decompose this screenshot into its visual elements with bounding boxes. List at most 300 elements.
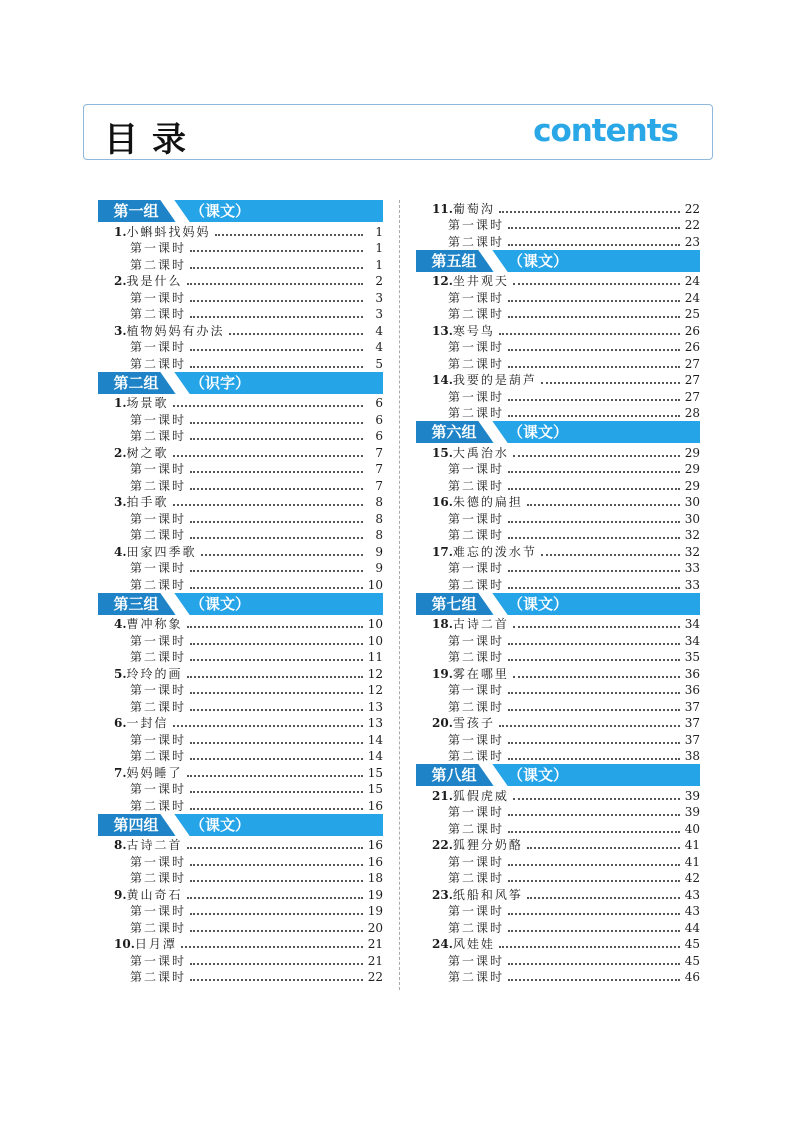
group-header	[416, 593, 700, 615]
toc-period-entry[interactable]	[98, 339, 383, 356]
dot-leader	[508, 963, 680, 965]
dot-leader	[190, 521, 363, 523]
toc-period-entry[interactable]	[98, 256, 383, 273]
group-header	[98, 372, 383, 394]
period-label: 第二课时	[130, 798, 187, 813]
page-number: 19	[367, 887, 383, 902]
page-number: 14	[367, 749, 383, 763]
page-number: 24	[684, 290, 700, 305]
page-number: 14	[367, 732, 383, 747]
toc-period-entry[interactable]	[416, 576, 700, 593]
page-number: 15	[367, 782, 383, 796]
page-number: 46	[684, 970, 700, 984]
lesson-title: 场景歌	[126, 396, 169, 410]
page-number: 36	[684, 666, 700, 681]
period-label: 第二课时	[448, 871, 505, 885]
dot-leader	[499, 211, 680, 213]
toc-period-entry[interactable]	[98, 510, 383, 527]
toc-period-entry[interactable]	[98, 919, 383, 936]
lesson-number: 12.	[432, 274, 453, 288]
toc-period-entry[interactable]	[98, 748, 383, 765]
toc-period-entry[interactable]	[416, 405, 700, 422]
toc-period-entry[interactable]	[98, 428, 383, 445]
toc-period-entry[interactable]	[416, 339, 700, 356]
toc-lesson-entry[interactable]	[416, 322, 700, 339]
lesson-title: 狐假虎威	[452, 788, 509, 803]
toc-period-entry[interactable]	[98, 560, 383, 577]
page-number: 43	[684, 904, 700, 918]
dot-leader	[190, 366, 363, 368]
dot-leader	[187, 626, 363, 628]
dot-leader	[173, 455, 363, 457]
dot-leader	[173, 405, 363, 407]
page-number: 6	[375, 429, 383, 443]
page-number: 30	[684, 495, 700, 509]
dot-leader	[508, 570, 680, 572]
toc-period-entry[interactable]	[98, 576, 383, 593]
lesson-title: 寒号鸟	[452, 323, 495, 338]
lesson-number: 18.	[432, 617, 453, 631]
dot-leader	[508, 316, 680, 318]
period-label: 第二课时	[448, 749, 505, 763]
group-header	[98, 593, 383, 615]
contents-header	[83, 104, 713, 160]
dot-leader	[499, 946, 680, 948]
toc-period-entry[interactable]	[416, 969, 700, 986]
dot-leader	[190, 267, 363, 269]
period-label: 第一课时	[130, 511, 187, 526]
toc-period-entry[interactable]	[98, 731, 383, 748]
dot-leader	[190, 422, 363, 424]
period-label: 第二课时	[448, 307, 505, 321]
toc-period-entry[interactable]	[416, 820, 700, 837]
dot-leader	[190, 349, 363, 351]
period-label: 第一课时	[448, 218, 505, 232]
page-number: 45	[684, 953, 700, 968]
period-label: 第一课时	[448, 854, 505, 869]
page-number: 12	[367, 666, 383, 681]
lesson-number: 13.	[432, 323, 453, 338]
period-label: 第一课时	[130, 241, 187, 255]
page-number: 1	[375, 241, 383, 255]
toc-period-entry[interactable]	[98, 649, 383, 666]
page-number: 20	[367, 920, 383, 935]
lesson-title: 黄山奇石	[126, 887, 183, 902]
dot-leader	[508, 415, 680, 417]
lesson-number: 10.	[114, 937, 135, 951]
page-number: 37	[684, 732, 700, 747]
lesson-number: 24.	[432, 937, 453, 951]
toc-period-entry[interactable]	[98, 289, 383, 306]
dot-leader	[508, 300, 680, 302]
toc-lesson-entry[interactable]	[98, 665, 383, 682]
page-number: 26	[684, 340, 700, 354]
toc-period-entry[interactable]	[416, 632, 700, 649]
period-label: 第一课时	[130, 633, 187, 648]
period-label: 第二课时	[130, 356, 187, 371]
page-number: 41	[684, 838, 700, 852]
toc-period-entry[interactable]	[416, 217, 700, 234]
page-number: 10	[367, 633, 383, 648]
page-number: 9	[375, 561, 383, 575]
toc-period-entry[interactable]	[416, 804, 700, 821]
toc-period-entry[interactable]	[416, 649, 700, 666]
page-number: 19	[367, 904, 383, 918]
page-number: 43	[684, 887, 700, 902]
toc-period-entry[interactable]	[416, 477, 700, 494]
page-number: 15	[367, 765, 383, 780]
page-number: 38	[684, 749, 700, 763]
dot-leader	[513, 455, 680, 457]
period-label: 第二课时	[130, 920, 187, 935]
toc-lesson-entry[interactable]	[416, 372, 700, 389]
toc-lesson-entry[interactable]	[98, 616, 383, 633]
group-type: （课文）	[190, 202, 251, 220]
page-number: 2	[375, 274, 383, 288]
page-number: 26	[684, 323, 700, 338]
lesson-number: 16.	[432, 495, 453, 509]
period-label: 第二课时	[448, 699, 505, 714]
lesson-number: 19.	[432, 666, 453, 681]
lesson-title: 朱德的扁担	[452, 495, 523, 509]
toc-period-entry[interactable]	[98, 306, 383, 323]
toc-period-entry[interactable]	[98, 461, 383, 478]
dot-leader	[190, 643, 363, 645]
dot-leader	[541, 382, 680, 384]
toc-lesson-entry[interactable]	[416, 494, 700, 511]
dot-leader	[508, 814, 680, 816]
lesson-number: 15.	[432, 445, 453, 460]
lesson-title: 曹冲称象	[126, 617, 183, 631]
toc-period-entry[interactable]	[416, 560, 700, 577]
lesson-title: 植物妈妈有办法	[126, 323, 225, 338]
period-label: 第一课时	[448, 805, 505, 819]
lesson-title: 妈妈睡了	[126, 765, 183, 780]
page-number: 29	[684, 478, 700, 493]
lesson-title: 玲玲的画	[126, 666, 183, 681]
group-header	[98, 814, 383, 836]
dot-leader	[173, 504, 363, 506]
toc-lesson-entry[interactable]	[416, 936, 700, 953]
group-type: （课文）	[190, 594, 251, 613]
dot-leader	[508, 521, 680, 523]
toc-lesson-entry[interactable]	[416, 837, 700, 854]
lesson-title: 田家四季歌	[126, 544, 197, 559]
lesson-title: 纸船和风筝	[452, 887, 523, 902]
toc-period-entry[interactable]	[416, 527, 700, 544]
toc-lesson-entry[interactable]	[98, 322, 383, 339]
page-number: 16	[367, 838, 383, 852]
dot-leader	[508, 831, 680, 833]
toc-lesson-entry[interactable]	[416, 200, 700, 217]
toc-period-entry[interactable]	[98, 355, 383, 372]
group-name: 第五组	[416, 250, 492, 272]
dot-leader	[527, 897, 680, 899]
page-number: 7	[375, 462, 383, 476]
group-header	[416, 764, 700, 786]
period-label: 第一课时	[448, 290, 505, 305]
toc-period-entry[interactable]	[416, 461, 700, 478]
page-number: 24	[684, 274, 700, 288]
dot-leader	[190, 963, 363, 965]
lesson-number: 5.	[114, 666, 127, 681]
page-number: 44	[684, 920, 700, 935]
toc-period-entry[interactable]	[416, 682, 700, 699]
page-number: 34	[684, 617, 700, 631]
dot-leader	[513, 626, 680, 628]
period-label: 第一课时	[130, 854, 187, 869]
lesson-number: 23.	[432, 887, 453, 902]
page-number: 13	[367, 716, 383, 730]
page-number: 9	[375, 544, 383, 559]
dot-leader	[541, 554, 680, 556]
toc-period-entry[interactable]	[98, 903, 383, 920]
lesson-number: 3.	[114, 495, 127, 509]
group-name: 第三组	[98, 593, 174, 615]
lesson-title: 日月潭	[134, 937, 177, 951]
page-number: 27	[684, 373, 700, 387]
toc-period-entry[interactable]	[416, 919, 700, 936]
page-number: 29	[684, 445, 700, 460]
dot-leader	[499, 333, 680, 335]
page-number: 36	[684, 683, 700, 697]
page-number: 16	[367, 798, 383, 813]
period-label: 第一课时	[448, 389, 505, 404]
dot-leader	[508, 587, 680, 589]
toc-period-entry[interactable]	[416, 731, 700, 748]
toc-period-entry[interactable]	[98, 698, 383, 715]
group-name: 第四组	[98, 814, 174, 836]
dot-leader	[499, 725, 680, 727]
page-number: 32	[684, 544, 700, 559]
page-number: 1	[375, 257, 383, 272]
toc-lesson-entry[interactable]	[416, 665, 700, 682]
page-number: 33	[684, 577, 700, 592]
toc-period-entry[interactable]	[98, 969, 383, 986]
dot-leader	[190, 471, 363, 473]
dot-leader	[513, 798, 680, 800]
toc-period-entry[interactable]	[98, 477, 383, 494]
toc-period-entry[interactable]	[416, 748, 700, 765]
dot-leader	[190, 913, 363, 915]
lesson-number: 2.	[114, 445, 127, 460]
period-label: 第一课时	[448, 561, 505, 575]
toc-lesson-entry[interactable]	[416, 543, 700, 560]
page-number: 25	[684, 307, 700, 321]
page-number: 45	[684, 937, 700, 951]
dot-leader	[201, 554, 363, 556]
period-label: 第一课时	[448, 633, 505, 648]
toc-period-entry[interactable]	[416, 233, 700, 250]
period-label: 第一课时	[130, 732, 187, 747]
dot-leader	[508, 349, 680, 351]
toc-left-column	[98, 200, 383, 985]
toc-period-entry[interactable]	[416, 355, 700, 372]
toc-lesson-entry[interactable]	[98, 444, 383, 461]
toc-lesson-entry[interactable]	[98, 494, 383, 511]
lesson-number: 11.	[432, 201, 453, 216]
page-number: 11	[367, 650, 383, 664]
group-name: 第八组	[416, 764, 492, 786]
toc-lesson-entry[interactable]	[98, 223, 383, 240]
dot-leader	[190, 587, 363, 589]
page-number: 30	[684, 511, 700, 526]
toc-period-entry[interactable]	[416, 903, 700, 920]
toc-period-entry[interactable]	[98, 632, 383, 649]
period-label: 第二课时	[448, 970, 505, 984]
period-label: 第一课时	[130, 290, 187, 305]
toc-period-entry[interactable]	[98, 527, 383, 544]
page-number: 28	[684, 406, 700, 420]
dot-leader	[190, 692, 363, 694]
dot-leader	[508, 692, 680, 694]
toc-period-entry[interactable]	[416, 853, 700, 870]
lesson-title: 一封信	[126, 716, 169, 730]
lesson-number: 1.	[114, 396, 127, 410]
dot-leader	[508, 930, 680, 932]
dot-leader	[527, 847, 680, 849]
lesson-number: 4.	[114, 544, 127, 559]
dot-leader	[508, 399, 680, 401]
toc-lesson-entry[interactable]	[416, 886, 700, 903]
page-number: 16	[367, 854, 383, 869]
period-label: 第一课时	[130, 683, 187, 697]
toc-period-entry[interactable]	[98, 682, 383, 699]
toc-lesson-entry[interactable]	[98, 273, 383, 290]
toc-period-entry[interactable]	[416, 952, 700, 969]
toc-lesson-entry[interactable]	[416, 787, 700, 804]
period-label: 第一课时	[448, 511, 505, 526]
lesson-number: 7.	[114, 765, 127, 780]
toc-lesson-entry[interactable]	[416, 715, 700, 732]
toc-lesson-entry[interactable]	[98, 936, 383, 953]
lesson-title: 坐井观天	[452, 274, 509, 288]
dot-leader	[190, 438, 363, 440]
period-label: 第二课时	[130, 307, 187, 321]
toc-lesson-entry[interactable]	[98, 543, 383, 560]
period-label: 第二课时	[448, 577, 505, 592]
toc-period-entry[interactable]	[98, 853, 383, 870]
page-number: 4	[375, 323, 383, 338]
dot-leader	[187, 775, 363, 777]
page-number: 5	[375, 356, 383, 371]
page-number: 22	[367, 970, 383, 984]
lesson-title: 我是什么	[126, 274, 183, 288]
period-label: 第一课时	[130, 904, 187, 918]
toc-period-entry[interactable]	[98, 952, 383, 969]
dot-leader	[513, 676, 680, 678]
group-name: 第二组	[98, 372, 174, 394]
toc-right-column	[416, 200, 700, 985]
lesson-title: 风娃娃	[452, 937, 495, 951]
page-number: 27	[684, 356, 700, 371]
period-label: 第一课时	[448, 953, 505, 968]
page-number: 22	[684, 201, 700, 216]
period-label: 第一课时	[448, 683, 505, 697]
dot-leader	[508, 742, 680, 744]
page-number: 37	[684, 699, 700, 714]
page-number: 40	[684, 821, 700, 836]
toc-lesson-entry[interactable]	[98, 764, 383, 781]
lesson-title: 难忘的泼水节	[452, 544, 537, 559]
toc-lesson-entry[interactable]	[98, 395, 383, 412]
page-number: 3	[375, 307, 383, 321]
toc-lesson-entry[interactable]	[416, 444, 700, 461]
period-label: 第一课时	[130, 340, 187, 354]
page-number: 3	[375, 290, 383, 305]
dot-leader	[190, 808, 363, 810]
lesson-number: 9.	[114, 887, 127, 902]
toc-lesson-entry[interactable]	[98, 837, 383, 854]
toc-period-entry[interactable]	[98, 781, 383, 798]
period-label: 第二课时	[130, 970, 187, 984]
page-number: 8	[375, 511, 383, 526]
page-number: 27	[684, 389, 700, 404]
dot-leader	[187, 283, 363, 285]
period-label: 第二课时	[130, 257, 187, 272]
dot-leader	[513, 283, 680, 285]
dot-leader	[508, 488, 680, 490]
dot-leader	[508, 471, 680, 473]
dot-leader	[190, 570, 363, 572]
page-subtitle: contents	[533, 113, 678, 149]
page-number: 21	[367, 953, 383, 968]
dot-leader	[190, 316, 363, 318]
dot-leader	[190, 537, 363, 539]
lesson-number: 14.	[432, 373, 453, 387]
dot-leader	[508, 758, 680, 760]
toc-period-entry[interactable]	[98, 411, 383, 428]
toc-period-entry[interactable]	[416, 510, 700, 527]
lesson-number: 4.	[114, 617, 127, 631]
period-label: 第二课时	[130, 650, 187, 664]
toc-period-entry[interactable]	[98, 797, 383, 814]
lesson-title: 雾在哪里	[452, 666, 509, 681]
toc-lesson-entry[interactable]	[98, 886, 383, 903]
group-name: 第七组	[416, 593, 492, 615]
dot-leader	[190, 250, 363, 252]
toc-period-entry[interactable]	[416, 388, 700, 405]
lesson-title: 古诗二首	[452, 617, 509, 631]
toc-period-entry[interactable]	[416, 698, 700, 715]
page-number: 10	[367, 577, 383, 592]
page-number: 4	[375, 340, 383, 354]
period-label: 第二课时	[130, 478, 187, 493]
toc-period-entry[interactable]	[416, 289, 700, 306]
toc-period-entry[interactable]	[416, 306, 700, 323]
lesson-title: 葡萄沟	[452, 201, 495, 216]
toc-period-entry[interactable]	[98, 240, 383, 257]
lesson-title: 拍手歌	[126, 495, 169, 509]
page-number: 10	[367, 617, 383, 631]
dot-leader	[187, 676, 363, 678]
dot-leader	[508, 709, 680, 711]
toc-lesson-entry[interactable]	[98, 715, 383, 732]
toc-period-entry[interactable]	[98, 870, 383, 887]
dot-leader	[190, 880, 363, 882]
toc-lesson-entry[interactable]	[416, 616, 700, 633]
dot-leader	[229, 333, 363, 335]
dot-leader	[190, 930, 363, 932]
lesson-title: 狐狸分奶酪	[452, 838, 523, 852]
toc-period-entry[interactable]	[416, 870, 700, 887]
group-type: （课文）	[508, 766, 569, 784]
period-label: 第二课时	[448, 406, 505, 420]
dot-leader	[508, 643, 680, 645]
toc-lesson-entry[interactable]	[416, 273, 700, 290]
period-label: 第一课时	[448, 904, 505, 918]
lesson-number: 2.	[114, 274, 127, 288]
